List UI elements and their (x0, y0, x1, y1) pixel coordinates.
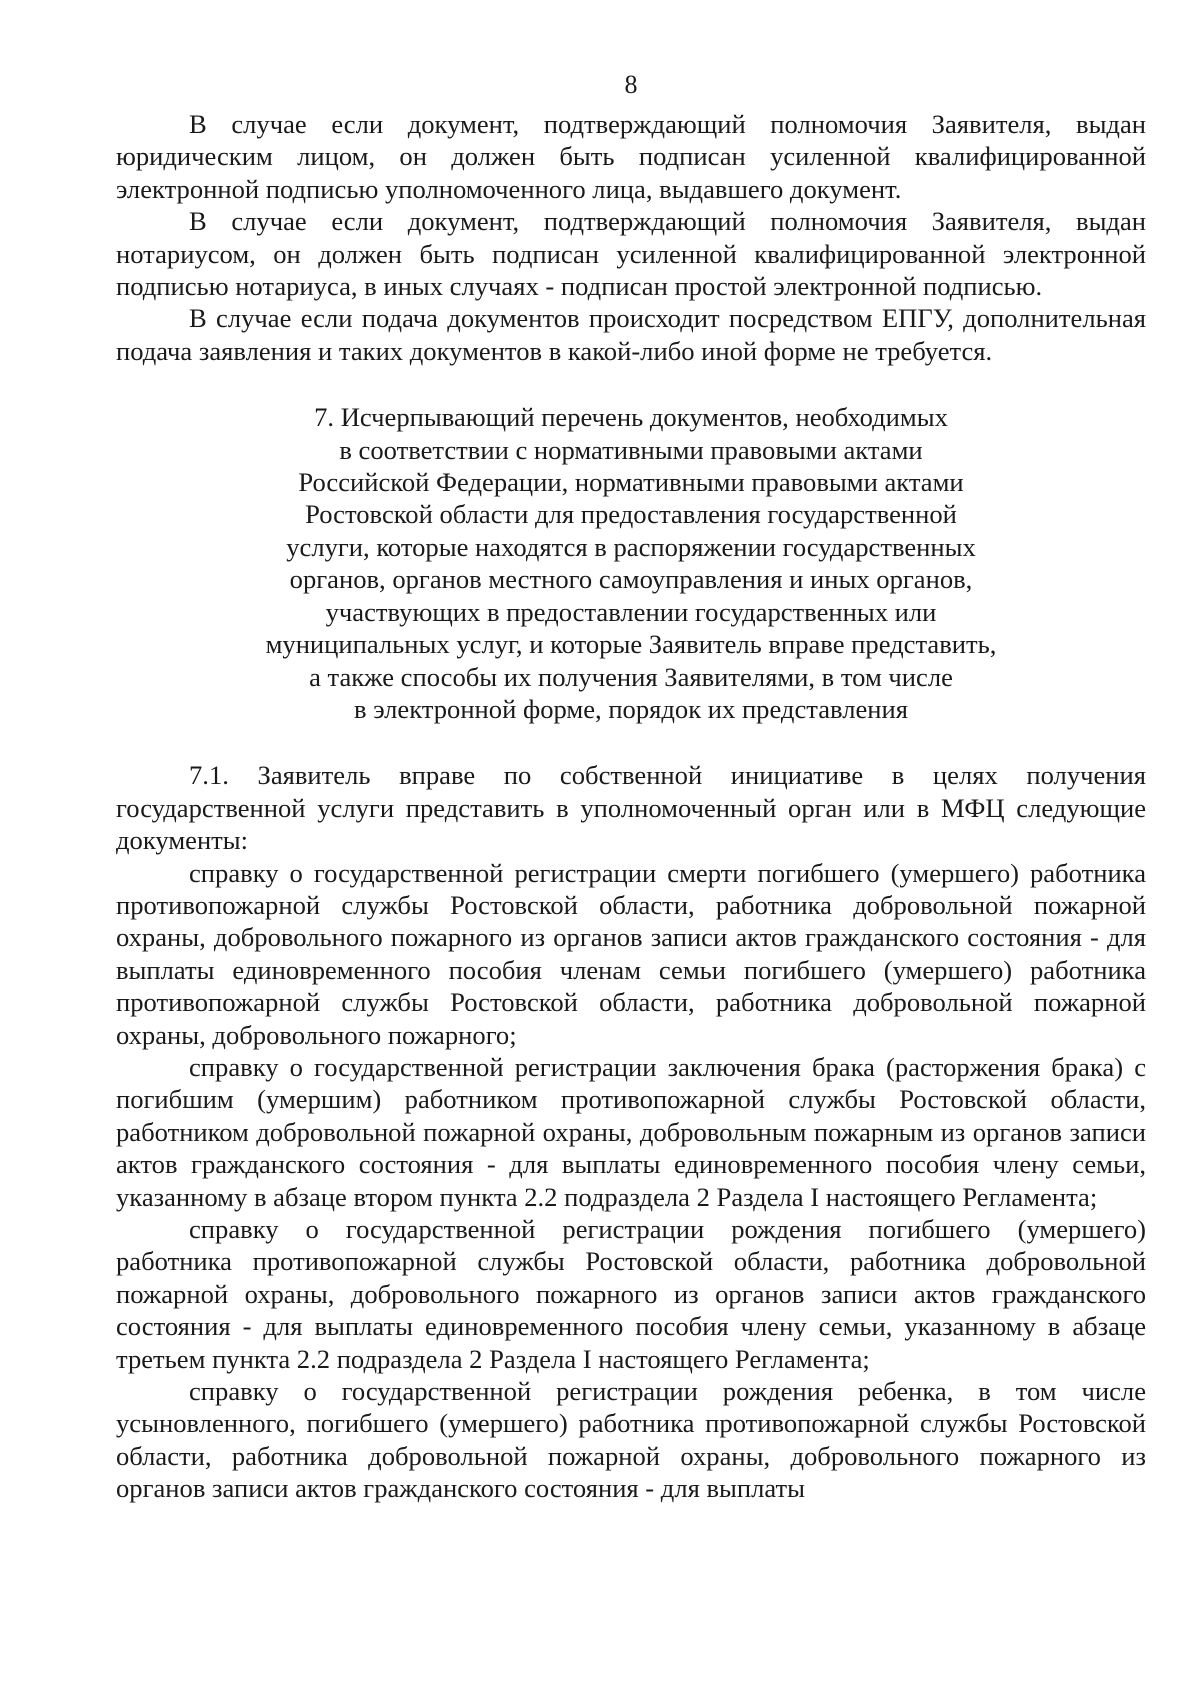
paragraph-epgu-submission: В случае если подача документов происходит посредством ЕПГУ, дополнительная подача заявления и таких документов в какой-либо иной форме не требуется. (116, 303, 1146, 366)
heading-line: а также способы их получения Заявителями, в том числе (309, 661, 953, 692)
heading-line: 7. Исчерпывающий перечень документов, необходимых (314, 402, 948, 433)
paragraph-marriage-certificate: справку о государственной регистрации заключения брака (расторжения брака) с погибшим (умершим) работником противопожарной службы Ростовской области, работником добровольной пожарной охраны, добровольным пожарным из органов записи актов гражданского состояния - для выплаты единовременного пособия члену семьи, указанному в абзаце втором пункта 2.2 подраздела 2 Раздела I настоящего Регламента; (116, 1051, 1146, 1212)
heading-line: в электронной форме, порядок их представления (354, 693, 908, 724)
paragraph-7-1: 7.1. Заявитель вправе по собственной инициативе в целях получения государственной услуги представить в уполномоченный орган или в МФЦ следующие документы: (116, 760, 1146, 856)
paragraph-notary-signature: В случае если документ, подтверждающий полномочия Заявителя, выдан нотариусом, он должен быть подписан усиленной квалифицированной электронной подписью нотариуса, в иных случаях - подписан простой электронной подписью. (116, 206, 1146, 302)
page-number: 8 (624, 70, 638, 99)
heading-line: участвующих в предоставлении государственных или (325, 596, 937, 627)
document-page (116, 70, 1146, 1505)
paragraph-birth-certificate-child: справку о государственной регистрации рождения ребенка, в том числе усыновленного, погибшего (умершего) работника противопожарной службы Ростовской области, работника добровольной пожарной охраны, добровольного пожарного из органов записи актов гражданского состояния - для выплаты (116, 1376, 1146, 1504)
section-7-heading (116, 401, 1146, 725)
heading-line: муниципальных услуг, и которые Заявитель вправе представить, (265, 629, 997, 660)
paragraph-legal-entity-signature: В случае если документ, подтверждающий полномочия Заявителя, выдан юридическим лицом, он должен быть подписан усиленной квалифицированной электронной подписью уполномоченного лица, выдавшего документ. (116, 109, 1146, 204)
heading-line: Ростовской области для предоставления государственной (305, 499, 957, 530)
paragraph-death-certificate: справку о государственной регистрации смерти погибшего (умершего) работника противопожарной службы Ростовской области, работника добровольной пожарной охраны, добровольного пожарного из органов записи актов гражданского состояния - для выплаты единовременного пособия членам семьи погибшего (умершего) работника противопожарной службы Ростовской области, работника добровольной пожарной охраны, добровольного пожарного; (116, 857, 1146, 1050)
heading-line: органов, органов местного самоуправления и иных органов, (289, 564, 973, 595)
heading-line: услуги, которые находятся в распоряжении государственных (286, 531, 976, 562)
paragraph-birth-certificate-deceased: справку о государственной регистрации рождения погибшего (умершего) работника противопожарной службы Ростовской области, работника добровольной пожарной охраны, добровольного пожарного из органов записи актов гражданского состояния - для выплаты единовременного пособия члену семьи, указанному в абзаце третьем пункта 2.2 подраздела 2 Раздела I настоящего Регламента; (116, 1214, 1146, 1374)
heading-line: Российской Федерации, нормативными правовыми актами (298, 467, 964, 498)
heading-line: в соответствии с нормативными правовыми актами (339, 434, 923, 465)
